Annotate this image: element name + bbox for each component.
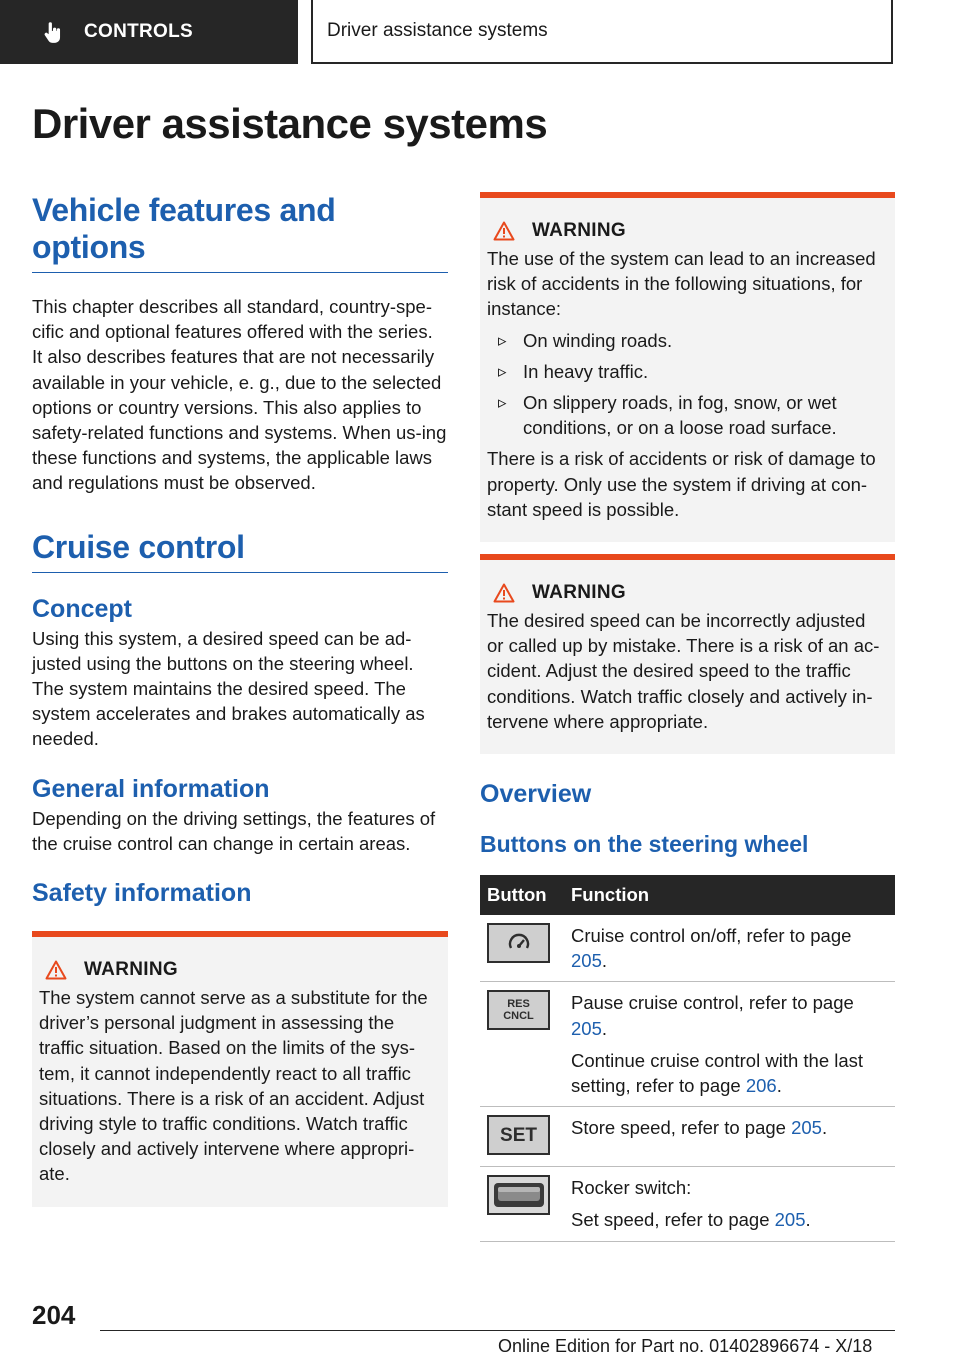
page-link[interactable]: 205 bbox=[571, 1017, 602, 1039]
row-text: Set speed, refer to page bbox=[571, 1209, 775, 1231]
concept-heading: Concept bbox=[32, 594, 132, 623]
warning-outro: There is a risk of accidents or risk of damage to property. Only use the system if driving at con-stant speed is possible. bbox=[487, 448, 876, 520]
row-text: Rocker switch: bbox=[571, 1177, 692, 1199]
cruise-onoff-icon bbox=[487, 923, 550, 963]
general-info-body: Depending on the driving settings, the features of the cruise control can change in certain areas. bbox=[32, 807, 436, 854]
chapter-label: Driver assistance systems bbox=[327, 20, 548, 41]
general-info-heading: General information bbox=[32, 774, 270, 803]
warning-list bbox=[487, 328, 887, 441]
rocker-switch-icon bbox=[487, 1175, 550, 1215]
warning-triangle-icon bbox=[493, 583, 515, 603]
concept-body: Using this system, a desired speed can be ad-justed using the buttons on the steering wheel. The system maintains the desired speed. The system accelerates and brakes automatically as needed. bbox=[32, 627, 425, 750]
res-cncl-icon bbox=[487, 990, 550, 1030]
chapter-tab[interactable] bbox=[311, 0, 893, 64]
row-text: Pause cruise control, refer to page bbox=[571, 992, 854, 1014]
set-icon-label: SET bbox=[500, 1124, 537, 1146]
table-row bbox=[480, 1107, 895, 1167]
list-item: ▹ In heavy traffic. bbox=[487, 359, 887, 384]
footer-divider bbox=[100, 1330, 895, 1331]
cruise-control-heading: Cruise control bbox=[32, 529, 448, 573]
table-row bbox=[480, 915, 895, 982]
right-column bbox=[480, 192, 895, 1242]
warning-body: The system cannot serve as a substitute for the driver’s personal judgment in assessing the traffic situation. Based on the limits of the sys-tem, it cannot independently react to all traffic situations. There is a risk of an accident. Adjust driving style to traffic conditions. Watch traffic closely and actively intervene where appropri-ate. bbox=[39, 987, 428, 1185]
warning-box bbox=[480, 192, 895, 542]
row-text-end: . bbox=[805, 1209, 811, 1231]
row-text: Cruise control on/off, refer to page bbox=[571, 925, 852, 947]
hand-pointer-icon bbox=[40, 19, 66, 45]
row-text-end: . bbox=[601, 950, 608, 972]
page-number: 204 bbox=[32, 1300, 76, 1330]
warning-triangle-icon bbox=[45, 960, 67, 980]
overview-heading: Overview bbox=[480, 780, 592, 809]
res-cncl-icon-label: RES CNCL bbox=[503, 998, 534, 1023]
page-link[interactable]: 206 bbox=[745, 1075, 777, 1097]
row-text: Store speed, refer to page bbox=[571, 1117, 792, 1139]
warning-triangle-icon bbox=[493, 221, 515, 241]
list-item: ▹ On slippery roads, in fog, snow, or wet conditions, or on a loose road surface. bbox=[487, 390, 887, 440]
page-link[interactable]: 205 bbox=[571, 950, 602, 972]
left-column bbox=[32, 192, 448, 1207]
warning-label: WARNING bbox=[84, 959, 178, 981]
warning-box bbox=[32, 931, 448, 1207]
list-item: ▹ On winding roads. bbox=[487, 328, 887, 353]
section-tab[interactable] bbox=[0, 0, 298, 64]
buttons-table bbox=[480, 875, 895, 1242]
safety-info-heading: Safety information bbox=[32, 879, 252, 908]
page-link[interactable]: 205 bbox=[791, 1117, 822, 1139]
page-title: Driver assistance systems bbox=[32, 100, 548, 147]
table-header-row bbox=[480, 875, 895, 915]
warning-label: WARNING bbox=[532, 582, 626, 604]
table-row bbox=[480, 982, 895, 1107]
column-header-function: Function bbox=[564, 875, 895, 915]
table-row bbox=[480, 1167, 895, 1241]
warning-label: WARNING bbox=[532, 220, 626, 241]
warning-box bbox=[480, 554, 895, 754]
row-text-end: . bbox=[601, 1017, 608, 1039]
buttons-heading: Buttons on the steering wheel bbox=[480, 831, 809, 858]
page-link[interactable]: 205 bbox=[774, 1209, 806, 1231]
section-label: CONTROLS bbox=[84, 21, 194, 42]
vehicle-features-heading: Vehicle features and options bbox=[32, 192, 448, 273]
edition-note: Online Edition for Part no. 01402896674 - X/18 bbox=[498, 1336, 873, 1356]
warning-body: The desired speed can be incorrectly adjusted or called up by mistake. There is a risk of an ac-cident. Adjust the desired speed to the traffic conditions. Watch traffic closely and actively in-tervene where appropriate. bbox=[487, 610, 880, 732]
column-header-button: Button bbox=[480, 875, 564, 915]
row-text: Continue cruise control with the last setting, refer to page bbox=[571, 1049, 864, 1097]
row-text-end: . bbox=[821, 1117, 828, 1139]
row-text-end: . bbox=[776, 1075, 782, 1097]
vehicle-features-body: This chapter describes all standard, country-spe-cific and optional features offered with the series. It also describes features that are not necessarily available in your vehicle, e. g., due to the selected options or country versions. This also applies to safety-related functions and systems. When us-ing these functions and systems, the applicable laws and regulations must be observed. bbox=[32, 296, 447, 494]
set-icon bbox=[487, 1115, 550, 1155]
warning-intro: The use of the system can lead to an increased risk of accidents in the following situations, for instance: bbox=[487, 248, 876, 320]
